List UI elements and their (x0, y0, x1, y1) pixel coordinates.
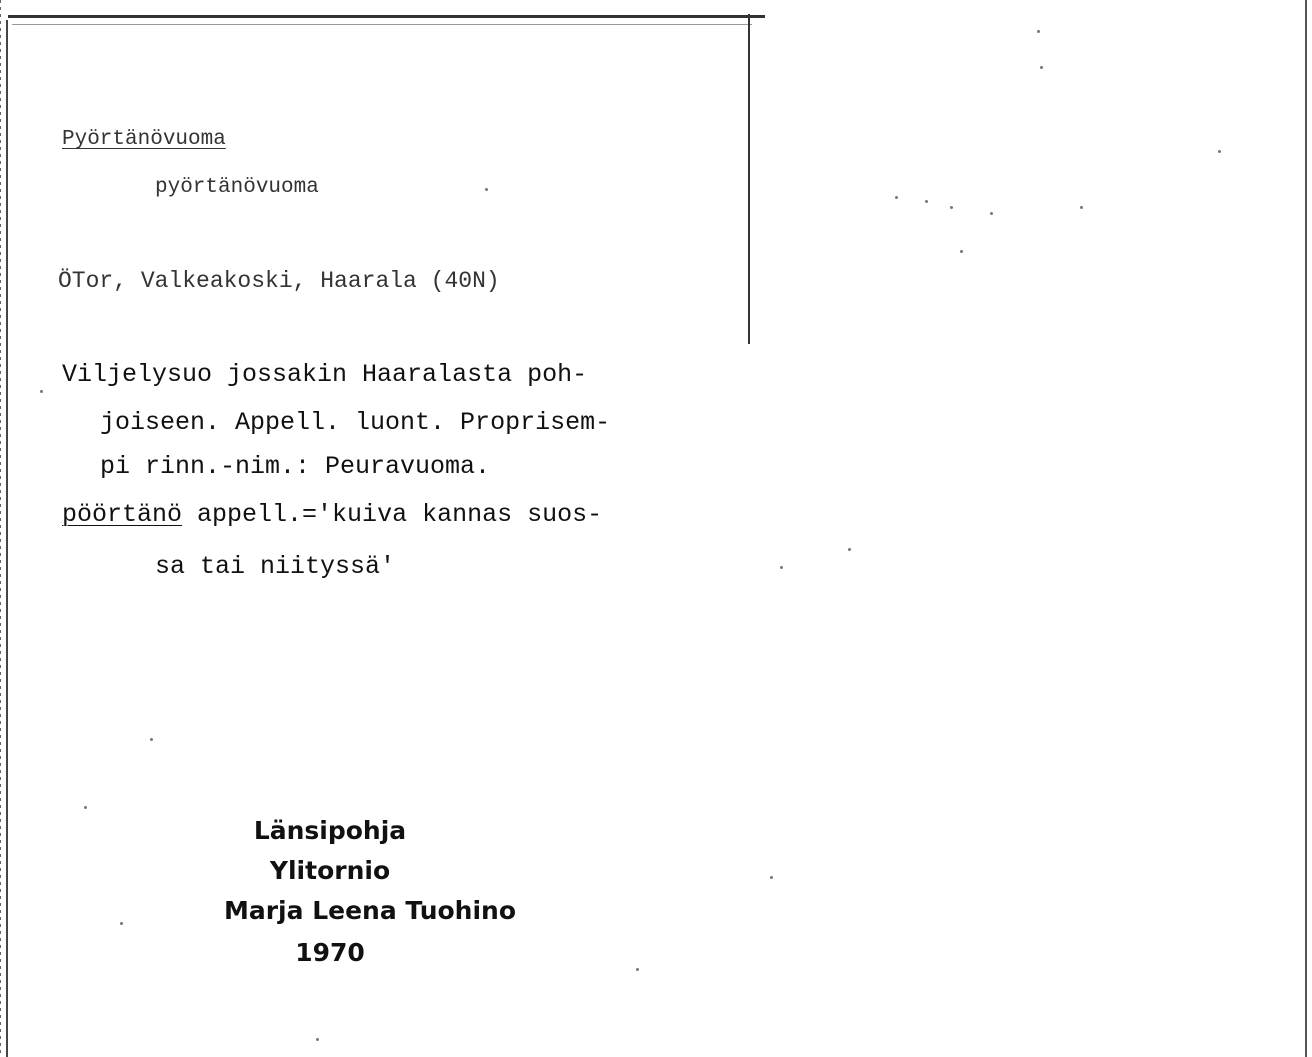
scan-speck (485, 188, 488, 191)
appellative-word: pöörtänö (62, 500, 183, 529)
scan-speck (780, 566, 783, 569)
scan-speck (848, 548, 851, 551)
scan-speck (925, 200, 928, 203)
stamp-collector: Marja Leena Tuohino (223, 896, 517, 925)
card-header-frame-right (748, 14, 750, 344)
appellative-line (62, 500, 602, 529)
description-line: pi rinn.-nim.: Peuravuoma. (100, 452, 491, 481)
card-left-outer-edge (0, 0, 1, 1057)
scan-speck (1040, 66, 1043, 69)
scan-speck (990, 212, 993, 215)
scan-speck (40, 390, 43, 393)
card-left-edge (6, 20, 8, 1057)
scan-speck (1080, 206, 1083, 209)
stamp-region: Länsipohja (253, 816, 407, 845)
appellative-line-2: sa tai niityssä' (155, 552, 396, 581)
scan-speck (120, 922, 123, 925)
card-location: ÖTor, Valkeakoski, Haarala (40N) (58, 268, 500, 294)
scan-speck (1037, 30, 1040, 33)
scan-speck (316, 1038, 319, 1041)
description-line: Viljelysuo jossakin Haaralasta poh- (62, 360, 588, 389)
scan-speck (84, 806, 87, 809)
card-right-edge (1305, 0, 1307, 1057)
scan-speck (960, 250, 963, 253)
scan-speck (150, 738, 153, 741)
description-line: joiseen. Appell. luont. Proprisem- (100, 408, 611, 437)
stamp-parish: Ylitornio (269, 856, 391, 885)
card-top-edge (8, 15, 765, 18)
appellative-definition: appell.='kuiva kannas suos- (182, 500, 603, 529)
scan-speck (1218, 150, 1221, 153)
scan-speck (950, 206, 953, 209)
scan-speck (770, 876, 773, 879)
card-heading: Pyörtänövuoma (62, 128, 226, 151)
card-form: pyörtänövuoma (155, 176, 319, 199)
scan-speck (895, 196, 898, 199)
card-top-inner-edge (12, 24, 752, 25)
scan-speck (636, 968, 639, 971)
stamp-year: 1970 (295, 938, 365, 967)
